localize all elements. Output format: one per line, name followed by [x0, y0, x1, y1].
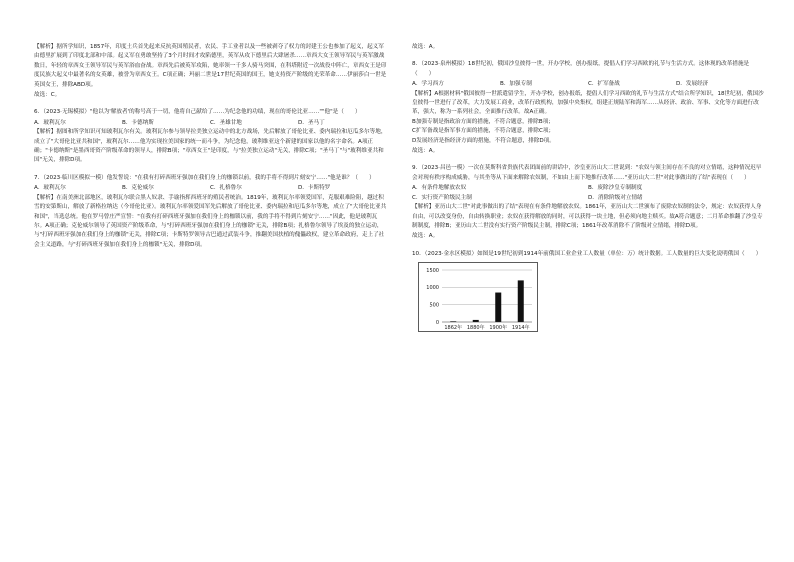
q7-answer: 故选：A。	[412, 44, 439, 50]
page-footer	[0, 0, 794, 1]
q7-options	[34, 184, 388, 193]
q9-stem: 9．（2023·昌邑一模）一次在莫斯科省贵族代表团面前的讲话中，沙皇亚历山大二世说到："农奴与领主间存在不良的对立情绪，这种情况迟早会对现有秩序构成威胁，与其坐等从下面来解除农奴制，不如由上而下地推行改革……"亚历山大二世"对此事做出的了结"表现在（ ）	[412, 165, 762, 181]
y-tick-label: 0	[435, 319, 439, 326]
y-tick-label: 500	[429, 302, 439, 309]
q7-option-b: B．克伦威尔	[122, 185, 154, 192]
worker-count-chart	[418, 262, 538, 332]
q8-option-d: D．发展经济	[676, 81, 709, 88]
right-column	[412, 43, 764, 332]
q9-answer: 故选：A。	[412, 233, 439, 240]
q8-option-b: B．加强专制	[500, 81, 532, 88]
q9-options-row2	[412, 194, 764, 203]
x-tick-label: 1914年	[511, 325, 530, 332]
q7-option-d: D．卡斯特罗	[298, 185, 331, 192]
q6-option-b: B．卡德纳斯	[122, 119, 154, 126]
y-tick-label: 1000	[426, 285, 439, 292]
q9-option-c: C．实行资产阶级民主制	[412, 194, 472, 201]
q9-option-a: A．有条件地解放农奴	[412, 185, 467, 192]
q7-option-a: A．玻利瓦尔	[34, 185, 66, 192]
q6-options	[34, 119, 388, 128]
q8-stem: 8．（2023·泉州模拟）18世纪初，俄国沙皇彼得一世，开办学校，创办报纸，提倡人们学习西欧的礼节与生活方式。这体现的改革措施是（ ）	[412, 61, 750, 77]
q9-option-b: B．废除沙皇专制制度	[588, 185, 643, 192]
q7-option-c: C．扎格鲁尔	[210, 185, 242, 192]
q5-analysis: 【解析】据所学知识，1857年，印度土兵首先起来反抗英国殖民者，农民、手工业者以及一些被剥夺了权力的封建王公也参加了起义，起义军由德里扩展到了印度北部和中部。起义军在勇敢坚持了3个月时间才攻陷德里，英军从攻下德里后大肆屠杀……章西大女王领导军民与英军激战数日，年轻的章西女王领导军民与英军浴血奋战。章西先后被英军攻陷，她率领一千多人骑马突围，在科塔附近一次战役中阵亡，章西女王是印度民族大起义中最著名的女英雄，被誉为章西女王。C项正确；玛丽二世是17世纪英国的国王，她支持资产阶级的光荣革命……伊丽莎白一世是英国女王，排除ABD项。	[34, 44, 387, 88]
bar	[473, 320, 479, 322]
q8-option-c: C．扩军备战	[588, 81, 620, 88]
x-tick-label: 1900年	[489, 325, 508, 332]
q7-stem: 7．（2023·临川区模拟一模）他发誓说："在我有打碎西班牙强加在我们身上的枷锁以前，我的手将不得到片刻安宁……"他是谁？（ ）	[34, 174, 375, 181]
q5-answer: 故选：C。	[34, 92, 61, 99]
q8-answer: 故选：A。	[412, 148, 439, 155]
x-tick-label: 1880年	[466, 325, 485, 332]
q10-stem: 10．（2023·金水区模拟）如图是19世纪初到1914年前俄国工业企业工人数量（单位：万）统计数据。工人数量的巨大变化说明俄国（ ）	[412, 250, 762, 257]
q6-analysis: 【解析】据图和所学知识可知玻利瓦尔有关。玻利瓦尔参与领导拉美独立运动中的北方战场，先后解放了哥伦比亚、委内瑞拉和厄瓜多尔等地，成立了"大哥伦比亚共和国"，玻利瓦尔……他为实现拉美国家的统一而斗争，为纪念他，玻利维亚这个新建的国家以他的名字命名。A项正确；"卡德纳斯"是墨西哥资产阶级革命的领导人，排除B项；"章西女王"是印度，与"拉美独立运动"无关，排除C项；"圣马丁"与"玻利维亚共和国"无关，排除D项。	[34, 129, 387, 164]
q6-option-d: D．圣马丁	[298, 119, 325, 126]
x-tick-label: 1862年	[444, 325, 463, 332]
chart-svg	[418, 262, 538, 332]
q6-option-a: A．玻利瓦尔	[34, 119, 66, 126]
q9-options-row1	[412, 184, 764, 193]
q6-stem: 6．（2023·无锡模拟）"他以为'解放者'的称号高于一切，他将自己献给了……为纪念他的功绩，现在的哥伦比亚……""他"是（ ）	[34, 109, 361, 116]
q8-analysis: 【解析】A根据材料"俄国彼得一世派遣留学生，开办学校，创办报纸，提倡人们学习西欧的礼节与生活方式"结合所学知识，18世纪初，俄国沙皇彼得一世进行了改革，大力发展工商业，改革行政机构，加强中央集权，组建正规陆军和海军……从经济、政治、军事、文化等方面进行改革，强大，称为一系列社会，全面推行改革。故A正确。 B加强专制是指政治方面的措施，不符合题意，排除B项； C扩军备战是指军事方面的措施，不符合题意，排除C项； D发展经济是指经济方面的措施，不符合题意，排除D项。	[412, 90, 764, 144]
y-tick-label: 1500	[426, 267, 439, 274]
bar	[518, 281, 524, 323]
q7-analysis: 【解析】在南美洲北部地区，玻利瓦尔联合黑人奴隶、手谕指挥西班牙的殖民者统治。1819年，玻利瓦尔率领爱国军，克服艰难险阻，越过积雪的安第斯山，解放了新格拉纳达（今哥伦比亚）。玻利瓦尔率领爱国军先后解放了哥伦比亚、委内瑞拉和厄瓜多尔等地，成立了"大哥伦比亚共和国"，当选总统。他在罗马曾庄严宣誓："在我有打碎西班牙强加在我们身上的枷锁以前，我的手将不得到片刻安宁……"因此，他是玻利瓦尔。A项正确；克伦威尔领导了英国资产阶级革命，与"打碎西班牙强加在我们身上的枷锁"无关，排除B项；扎格鲁尔领导了埃及的独立运动，与"打碎西班牙强加在我们身上的枷锁"无关，排除C项；卡斯特罗领导古巴通过武装斗争，推翻美国扶植的傀儡政权，建立革命政府，走上了社会主义道路，与"打碎西班牙强加在我们身上的枷锁"无关，排除D项。	[34, 194, 387, 248]
q8-options	[412, 80, 764, 89]
bar	[495, 293, 501, 322]
q9-analysis: 【解析】亚历山大二世"对此事做出的了结"表现在有条件地解放农奴。1861年，亚历山大二世颁布了废除农奴制的法令，规定：农奴获得人身自由，可以改变身份，自由转换职业；农奴在获得解放的同时，可以获得一块土地，但必须向地主赎买。故A符合题意；二月革命推翻了沙皇专制制度，排除B；亚历山大二世没有实行资产阶级民主制，排除C项；1861年改革消除不了阶级对立情绪，排除D项。	[412, 204, 763, 229]
q9-option-d: D．消除阶级对立情绪	[588, 194, 643, 201]
q8-option-a: A．学习西方	[412, 81, 444, 88]
q6-option-c: C．圣雄甘地	[210, 119, 242, 126]
left-column	[34, 43, 388, 251]
